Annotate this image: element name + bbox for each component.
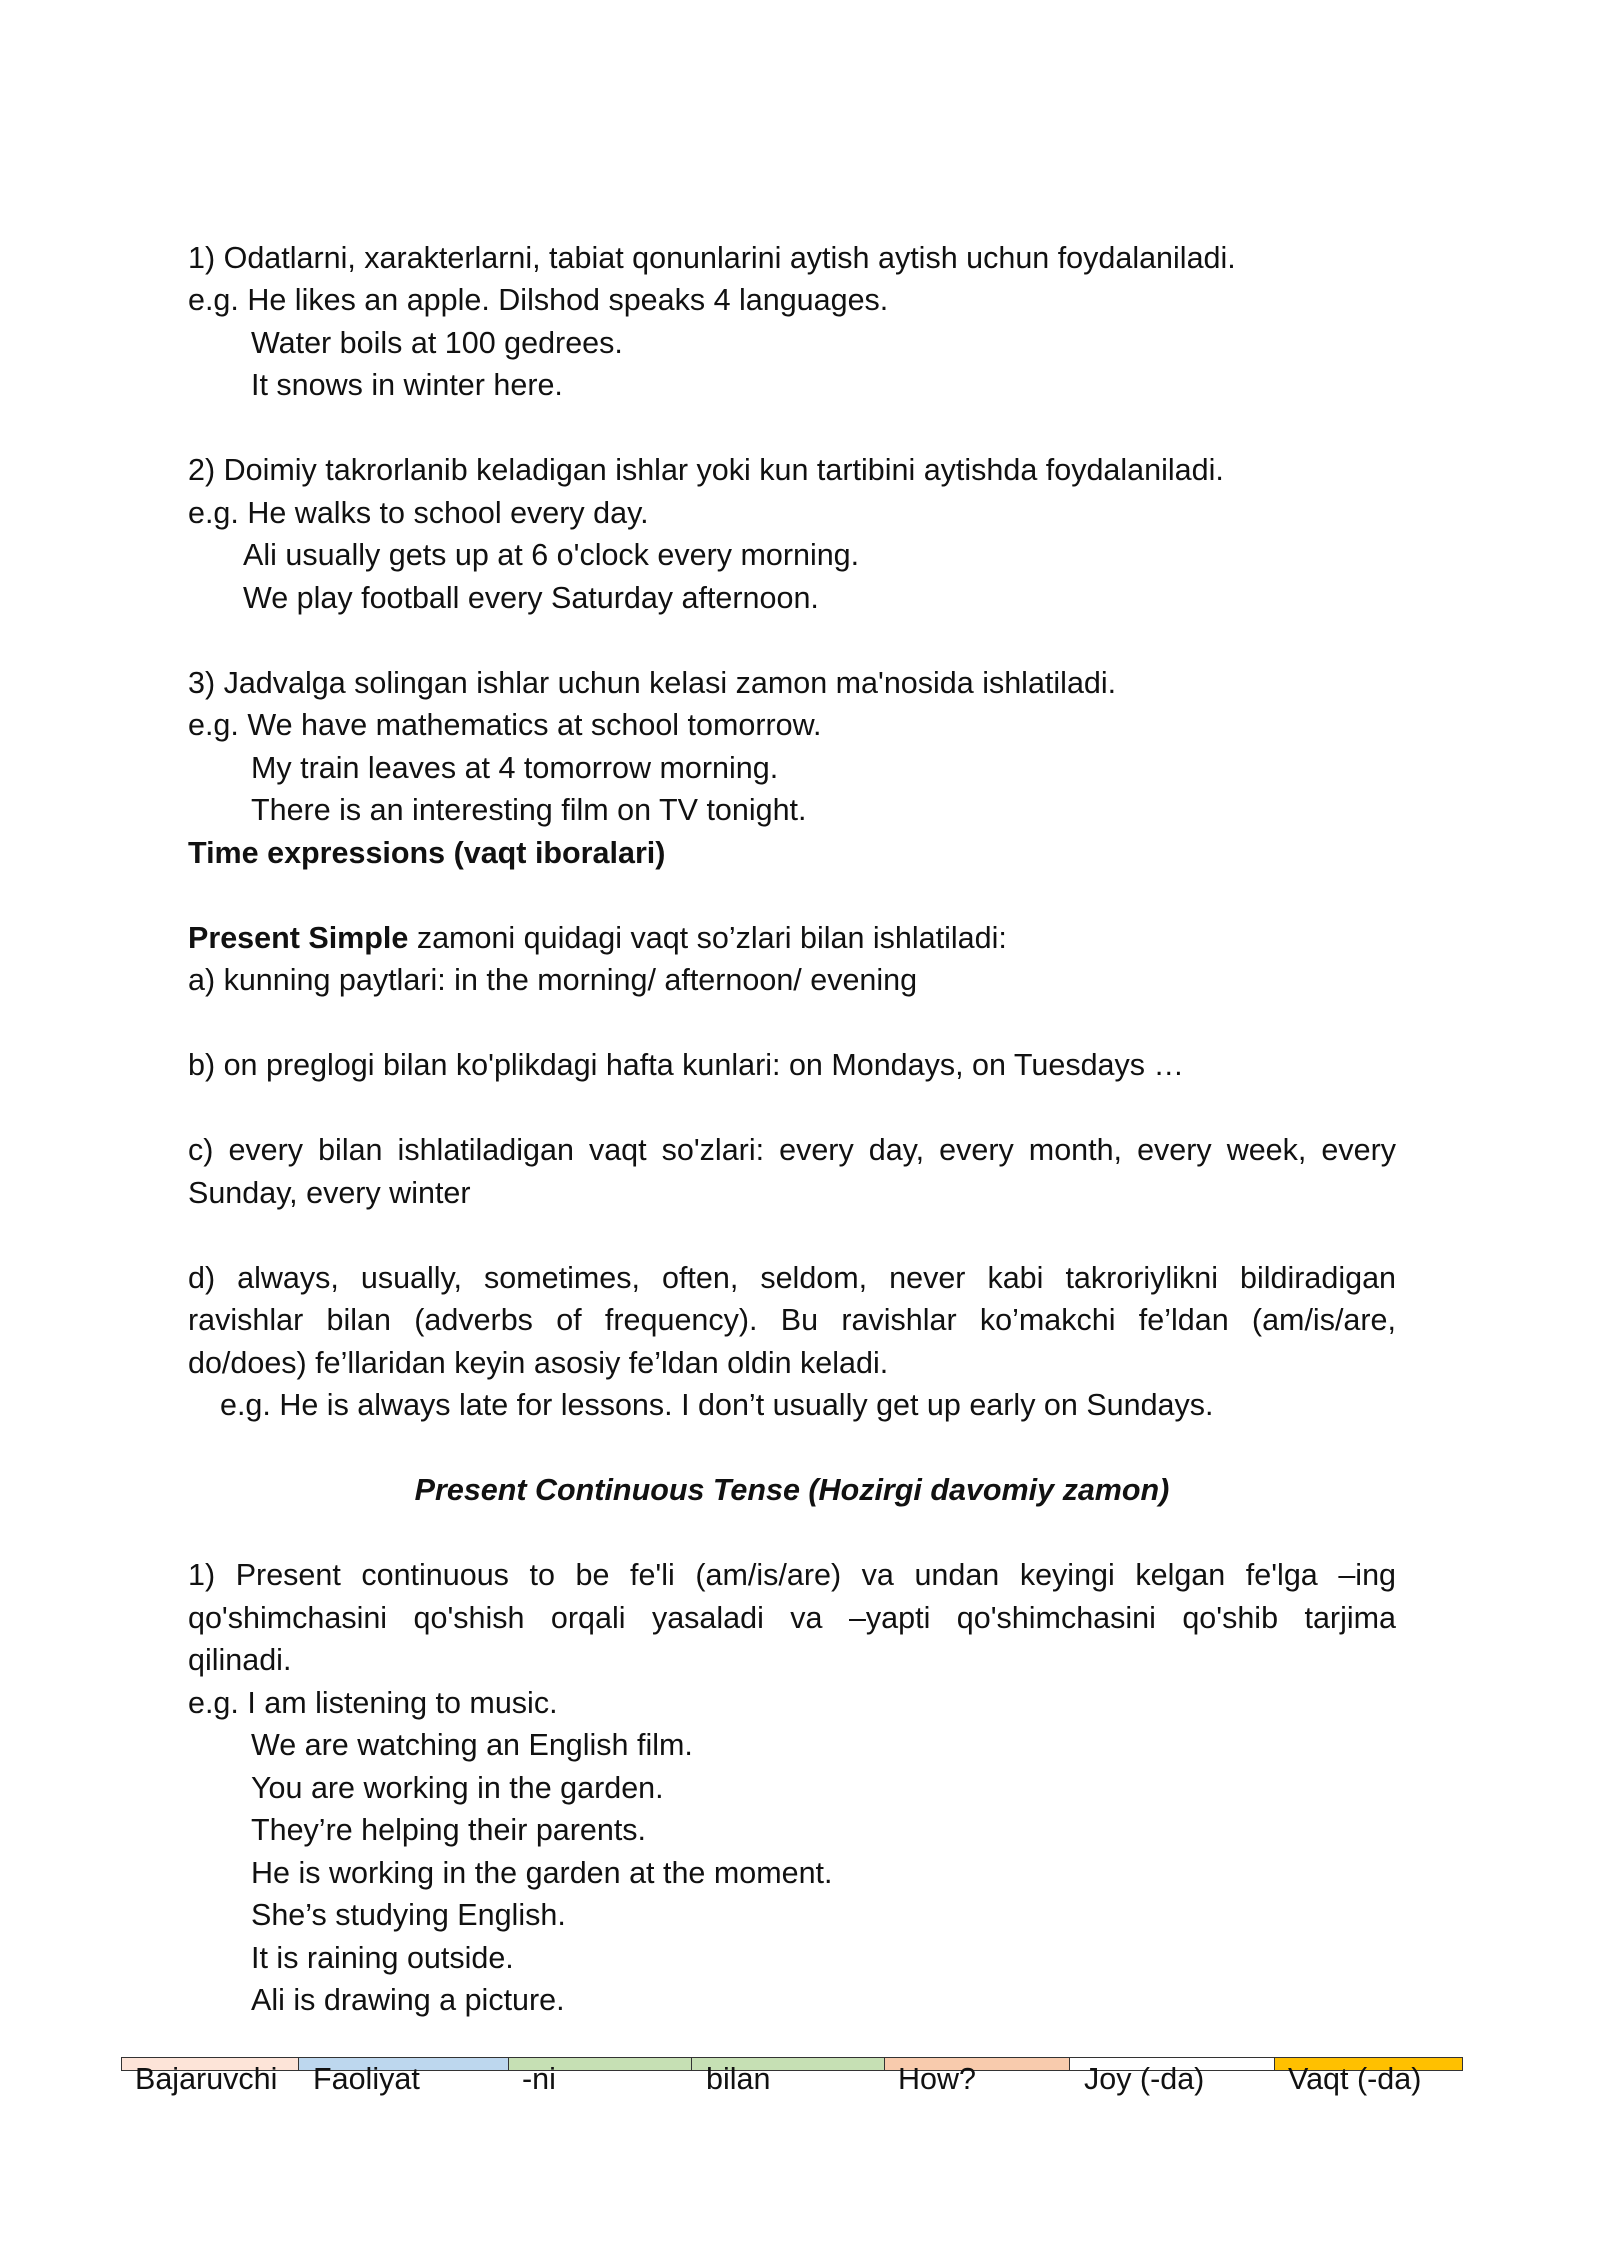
present-simple-intro (188, 917, 1007, 959)
continuous-rule-line: qilinadi. (188, 1643, 292, 1677)
time-item-d-line: do/does) fe’llaridan keyin asosiy fe’ldan oldin keladi. (188, 1346, 889, 1380)
present-continuous-heading: Present Continuous Tense (Hozirgi davomiy zamon) (414, 1473, 1170, 1507)
legend-label: bilan (706, 2062, 771, 2096)
time-item-a: a) kunning paytlari: in the morning/ afternoon/ evening (188, 963, 918, 997)
legend-label: Vaqt (-da) (1288, 2062, 1422, 2096)
example-line: They’re helping their parents. (251, 1813, 647, 1847)
rule-1: 1) Odatlarni, xarakterlarni, tabiat qonunlarini aytish aytish uchun foydalaniladi. (188, 241, 1236, 275)
example-line: Ali is drawing a picture. (251, 1983, 565, 2017)
example-line: Ali usually gets up at 6 o'clock every morning. (243, 538, 860, 572)
example-line: There is an interesting film on TV tonight. (251, 793, 807, 827)
rule-3: 3) Jadvalga solingan ishlar uchun kelasi zamon ma'nosida ishlatiladi. (188, 666, 1117, 700)
time-item-d-line: ravishlar bilan (adverbs of frequency). Bu ravishlar ko’makchi fe’ldan (am/is/are, (188, 1303, 1396, 1337)
legend-label: Bajaruvchi (135, 2062, 278, 2096)
example-line: e.g. We have mathematics at school tomorrow. (188, 708, 822, 742)
example-line: We play football every Saturday afternoon. (243, 581, 819, 615)
time-item-c-line: c) every bilan ishlatiladigan vaqt so'zlari: every day, every month, every week, every (188, 1133, 1396, 1167)
continuous-rule-line: qo'shimchasini qo'shish orqali yasaladi va –yapti qo'shimchasini qo'shib tarjima (188, 1601, 1396, 1635)
example-line: It is raining outside. (251, 1941, 514, 1975)
present-simple-intro-text: zamoni quidagi vaqt so’zlari bilan ishlatiladi: (408, 921, 1007, 955)
legend-label: Faoliyat (313, 2062, 420, 2096)
legend-label: How? (898, 2062, 976, 2096)
example-line: e.g. He is always late for lessons. I don’t usually get up early on Sundays. (220, 1388, 1214, 1422)
present-simple-term: Present Simple (188, 921, 409, 955)
example-line: e.g. I am listening to music. (188, 1686, 558, 1720)
time-item-d-line: d) always, usually, sometimes, often, seldom, never kabi takroriylikni bildiradigan (188, 1261, 1396, 1295)
time-item-b: b) on preglogi bilan ko'plikdagi hafta kunlari: on Mondays, on Tuesdays … (188, 1048, 1184, 1082)
legend-label: -ni (522, 2062, 556, 2096)
example-line: She’s studying English. (251, 1898, 566, 1932)
example-line: e.g. He walks to school every day. (188, 496, 649, 530)
example-line: He is working in the garden at the moment. (251, 1856, 833, 1890)
time-item-c-line: Sunday, every winter (188, 1176, 471, 1210)
example-line: My train leaves at 4 tomorrow morning. (251, 751, 779, 785)
continuous-rule-line: 1) Present continuous to be fe'li (am/is/are) va undan keyingi kelgan fe'lga –ing (188, 1558, 1396, 1592)
rule-2: 2) Doimiy takrorlanib keladigan ishlar yoki kun tartibini aytishda foydalaniladi. (188, 453, 1224, 487)
time-expressions-heading: Time expressions (vaqt iboralari) (188, 836, 666, 870)
example-line: Water boils at 100 gedrees. (251, 326, 623, 360)
example-line: We are watching an English film. (251, 1728, 693, 1762)
example-line: You are working in the garden. (251, 1771, 664, 1805)
legend-label: Joy (-da) (1084, 2062, 1205, 2096)
example-line: It snows in winter here. (251, 368, 563, 402)
example-line: e.g. He likes an apple. Dilshod speaks 4 languages. (188, 283, 889, 317)
